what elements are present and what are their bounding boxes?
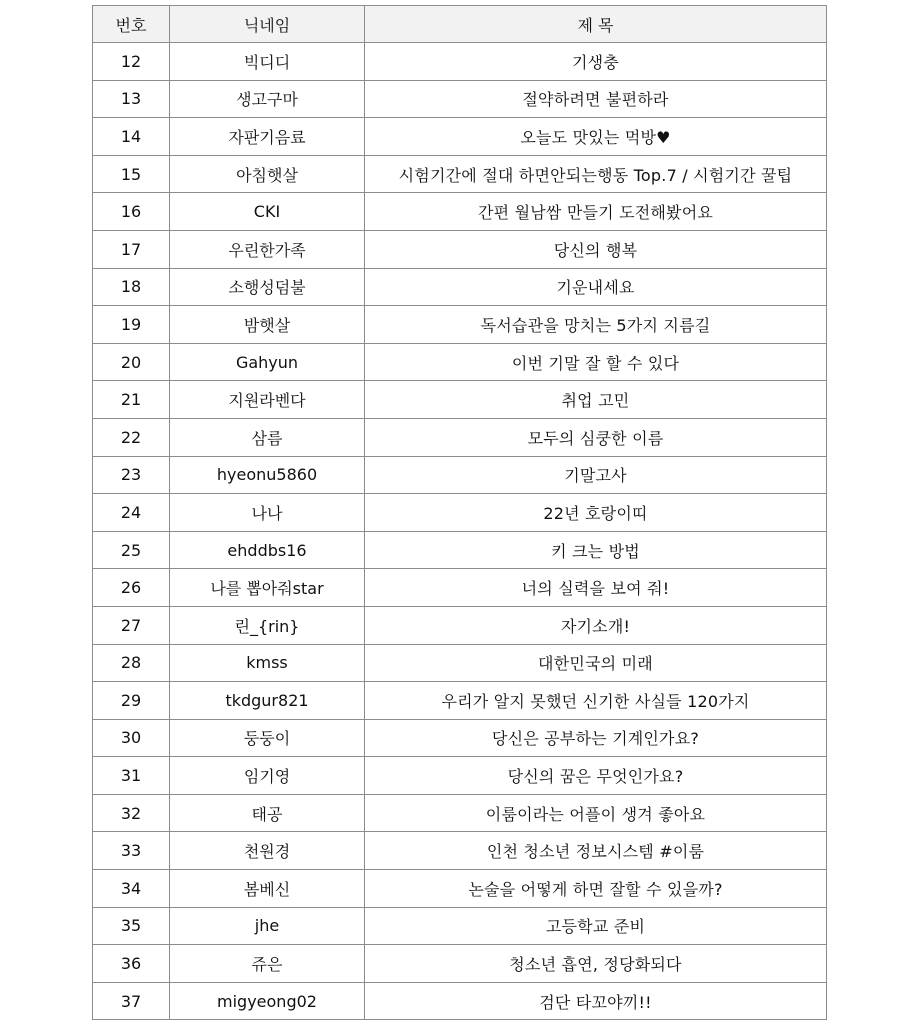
- cell-number: 21: [93, 381, 170, 419]
- table-row: [93, 757, 827, 795]
- cell-nickname: CKI: [170, 193, 365, 231]
- cell-nickname: 밤햇살: [170, 306, 365, 344]
- cell-nickname: tkdgur821: [170, 682, 365, 720]
- cell-title[interactable]: 자기소개!: [365, 606, 827, 644]
- cell-nickname: hyeonu5860: [170, 456, 365, 494]
- cell-title[interactable]: 기운내세요: [365, 268, 827, 306]
- cell-title[interactable]: 논술을 어떻게 하면 잘할 수 있을까?: [365, 870, 827, 908]
- cell-title[interactable]: 이번 기말 잘 할 수 있다: [365, 343, 827, 381]
- cell-nickname: 소행성덤불: [170, 268, 365, 306]
- header-title: 제 목: [365, 6, 827, 43]
- table-row: [93, 381, 827, 419]
- table-row: [93, 907, 827, 945]
- cell-number: 25: [93, 531, 170, 569]
- cell-nickname: migyeong02: [170, 982, 365, 1020]
- cell-nickname: 태공: [170, 794, 365, 832]
- cell-number: 16: [93, 193, 170, 231]
- table-row: [93, 268, 827, 306]
- cell-number: 35: [93, 907, 170, 945]
- cell-number: 30: [93, 719, 170, 757]
- cell-title[interactable]: 당신의 꿈은 무엇인가요?: [365, 757, 827, 795]
- cell-title[interactable]: 절약하려면 불편하라: [365, 80, 827, 118]
- table-row: [93, 606, 827, 644]
- cell-nickname: 나나: [170, 494, 365, 532]
- cell-number: 27: [93, 606, 170, 644]
- cell-number: 17: [93, 230, 170, 268]
- cell-nickname: 둥둥이: [170, 719, 365, 757]
- cell-number: 20: [93, 343, 170, 381]
- table-row: [93, 418, 827, 456]
- cell-title[interactable]: 22년 호랑이띠: [365, 494, 827, 532]
- table-row: [93, 193, 827, 231]
- cell-title[interactable]: 이룸이라는 어플이 생겨 좋아요: [365, 794, 827, 832]
- cell-number: 34: [93, 870, 170, 908]
- cell-nickname: 봄베신: [170, 870, 365, 908]
- cell-number: 15: [93, 155, 170, 193]
- table-body: [93, 43, 827, 1020]
- cell-nickname: 자판기음료: [170, 118, 365, 156]
- cell-number: 13: [93, 80, 170, 118]
- cell-title[interactable]: 인천 청소년 정보시스템 #이룸: [365, 832, 827, 870]
- cell-title[interactable]: 독서습관을 망치는 5가지 지름길: [365, 306, 827, 344]
- cell-number: 32: [93, 794, 170, 832]
- table-row: [93, 569, 827, 607]
- cell-nickname: jhe: [170, 907, 365, 945]
- table-row: [93, 343, 827, 381]
- table-row: [93, 794, 827, 832]
- cell-nickname: ehddbs16: [170, 531, 365, 569]
- cell-nickname: 나를 뽑아줘star: [170, 569, 365, 607]
- cell-nickname: kmss: [170, 644, 365, 682]
- cell-number: 26: [93, 569, 170, 607]
- cell-number: 36: [93, 945, 170, 983]
- cell-number: 37: [93, 982, 170, 1020]
- cell-nickname: 삼름: [170, 418, 365, 456]
- cell-title[interactable]: 취업 고민: [365, 381, 827, 419]
- table-row: [93, 870, 827, 908]
- header-number: 번호: [93, 6, 170, 43]
- cell-title[interactable]: 우리가 알지 못했던 신기한 사실들 120가지: [365, 682, 827, 720]
- cell-title[interactable]: 검단 타꼬야끼!!: [365, 982, 827, 1020]
- table-row: [93, 43, 827, 81]
- table-row: [93, 682, 827, 720]
- cell-nickname: 아침햇살: [170, 155, 365, 193]
- cell-title[interactable]: 기생충: [365, 43, 827, 81]
- table-row: [93, 118, 827, 156]
- cell-title[interactable]: 청소년 흡연, 정당화되다: [365, 945, 827, 983]
- cell-number: 14: [93, 118, 170, 156]
- cell-nickname: 쥬은: [170, 945, 365, 983]
- cell-number: 18: [93, 268, 170, 306]
- table-row: [93, 531, 827, 569]
- table-row: [93, 306, 827, 344]
- cell-title[interactable]: 모두의 심쿵한 이름: [365, 418, 827, 456]
- post-list-table-container: [92, 5, 826, 1020]
- cell-number: 22: [93, 418, 170, 456]
- cell-number: 33: [93, 832, 170, 870]
- cell-nickname: Gahyun: [170, 343, 365, 381]
- table-row: [93, 494, 827, 532]
- cell-number: 28: [93, 644, 170, 682]
- table-row: [93, 945, 827, 983]
- table-row: [93, 982, 827, 1020]
- cell-number: 23: [93, 456, 170, 494]
- cell-number: 29: [93, 682, 170, 720]
- cell-nickname: 린_{rin}: [170, 606, 365, 644]
- cell-title[interactable]: 오늘도 맛있는 먹방♥: [365, 118, 827, 156]
- cell-nickname: 빅디디: [170, 43, 365, 81]
- table-row: [93, 230, 827, 268]
- cell-title[interactable]: 당신은 공부하는 기계인가요?: [365, 719, 827, 757]
- cell-nickname: 천원경: [170, 832, 365, 870]
- table-row: [93, 80, 827, 118]
- cell-title[interactable]: 당신의 행복: [365, 230, 827, 268]
- header-nickname: 닉네임: [170, 6, 365, 43]
- cell-title[interactable]: 간편 월남쌈 만들기 도전해봤어요: [365, 193, 827, 231]
- cell-number: 19: [93, 306, 170, 344]
- cell-nickname: 지원라벤다: [170, 381, 365, 419]
- cell-title[interactable]: 고등학교 준비: [365, 907, 827, 945]
- cell-title[interactable]: 기말고사: [365, 456, 827, 494]
- table-header-row: [93, 6, 827, 43]
- table-row: [93, 719, 827, 757]
- table-row: [93, 832, 827, 870]
- cell-title[interactable]: 키 크는 방법: [365, 531, 827, 569]
- table-row: [93, 456, 827, 494]
- cell-title[interactable]: 시험기간에 절대 하면안되는행동 Top.7 / 시험기간 꿀팁: [365, 155, 827, 193]
- cell-nickname: 우린한가족: [170, 230, 365, 268]
- cell-title[interactable]: 대한민국의 미래: [365, 644, 827, 682]
- cell-title[interactable]: 너의 실력을 보여 줘!: [365, 569, 827, 607]
- cell-number: 31: [93, 757, 170, 795]
- cell-nickname: 생고구마: [170, 80, 365, 118]
- cell-number: 24: [93, 494, 170, 532]
- cell-number: 12: [93, 43, 170, 81]
- table-row: [93, 644, 827, 682]
- table-row: [93, 155, 827, 193]
- cell-nickname: 임기영: [170, 757, 365, 795]
- post-list-table: [92, 5, 827, 1020]
